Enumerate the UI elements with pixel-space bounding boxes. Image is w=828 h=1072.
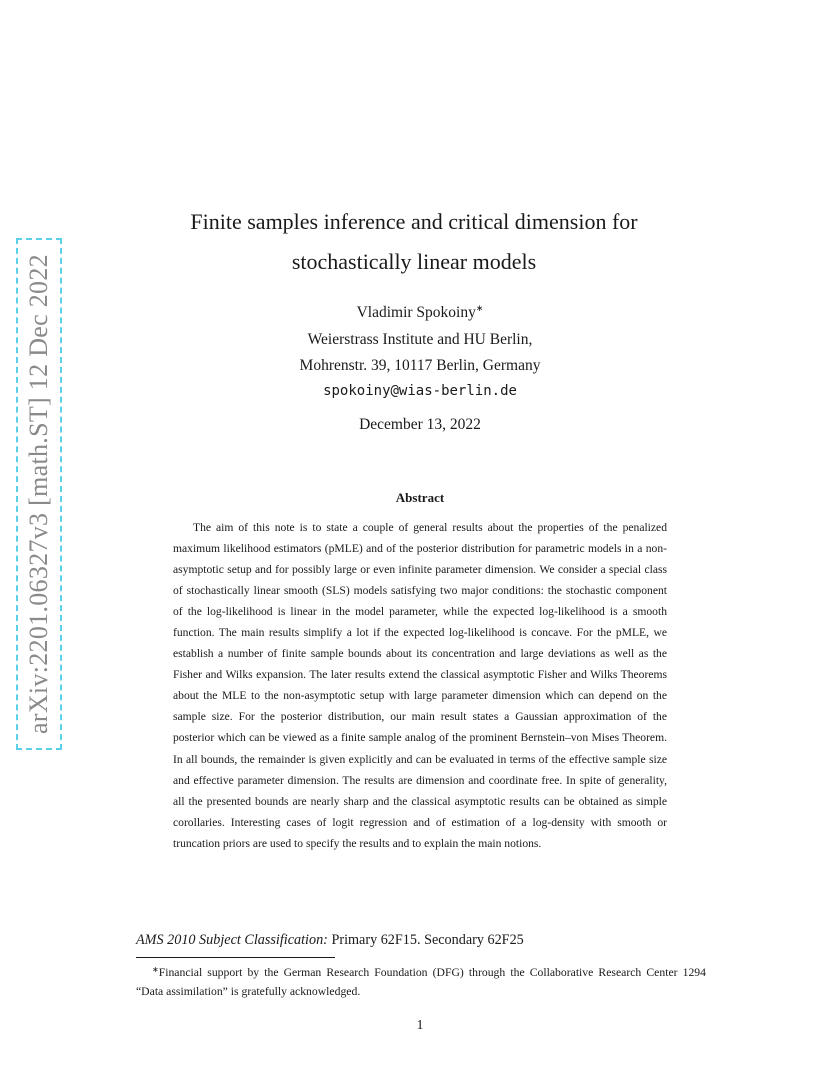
arxiv-stamp: arXiv:2201.06327v3 [math.ST] 12 Dec 2022: [24, 254, 53, 734]
footnote-rule: [136, 957, 335, 958]
author-footnote-mark: ∗: [475, 303, 484, 313]
subject-classification-label: AMS 2010 Subject Classification:: [136, 932, 328, 948]
paper-date: December 13, 2022: [359, 416, 481, 433]
author: [0, 303, 828, 322]
author-email: spokoiny@wias-berlin.de: [323, 383, 517, 399]
affiliation-line-2: Mohrenstr. 39, 10117 Berlin, Germany: [299, 357, 541, 374]
paper-title-line-1: Finite samples inference and critical dimension for: [190, 209, 638, 234]
page-number: 1: [416, 1018, 424, 1033]
subject-classification-value: Primary 62F15. Secondary 62F25: [331, 932, 524, 948]
affiliation-line-1: Weierstrass Institute and HU Berlin,: [307, 331, 533, 348]
paper-title-line-2: stochastically linear models: [291, 249, 537, 274]
footnote-mark: ∗: [152, 965, 159, 974]
footnote-text: Financial support by the German Research Foundation (DFG) through the Collaborative Research Center 1294 “Data assimilation” is gratefully acknowledged.: [136, 966, 706, 998]
subject-classification: [136, 932, 524, 949]
author-name: Vladimir Spokoiny: [356, 304, 476, 321]
footnote: [136, 960, 706, 1001]
abstract-heading: Abstract: [395, 490, 445, 505]
abstract-text: The aim of this note is to state a couple of general results about the properties of the penalized maximum likelihood estimators (pMLE) and of the posterior distribution for parametric models in a non-asymptotic setup and for possibly large or even infinite parameter dimension. We consider a special class of stochastically linear smooth (SLS) models satisfying two major conditions: the stochastic component of the log-likelihood is linear in the model parameter, while the expected log-likelihood is a smooth function. The main results simplify a lot if the expected log-likelihood is concave. For the pMLE, we establish a number of finite sample bounds about its concentration and large deviations as well as the Fisher and Wilks expansion. The later results extend the classical asymptotic Fisher and Wilks Theorems about the MLE to the non-asymptotic setup with large parameter dimension which can depend on the sample size. For the posterior distribution, our main result states a Gaussian approximation of the posterior which can be viewed as a finite sample analog of the prominent Bernstein–von Mises Theorem. In all bounds, the remainder is given explicitly and can be evaluated in terms of the effective sample size and effective parameter dimension. The results are dimension and coordinate free. In spite of generality, all the presented bounds are nearly sharp and the classical asymptotic results can be obtained as simple corollaries. Interesting cases of logit regression and of estimation of a log-density with smooth or truncation priors are used to specify the results and to explain the main notions.: [173, 521, 667, 850]
